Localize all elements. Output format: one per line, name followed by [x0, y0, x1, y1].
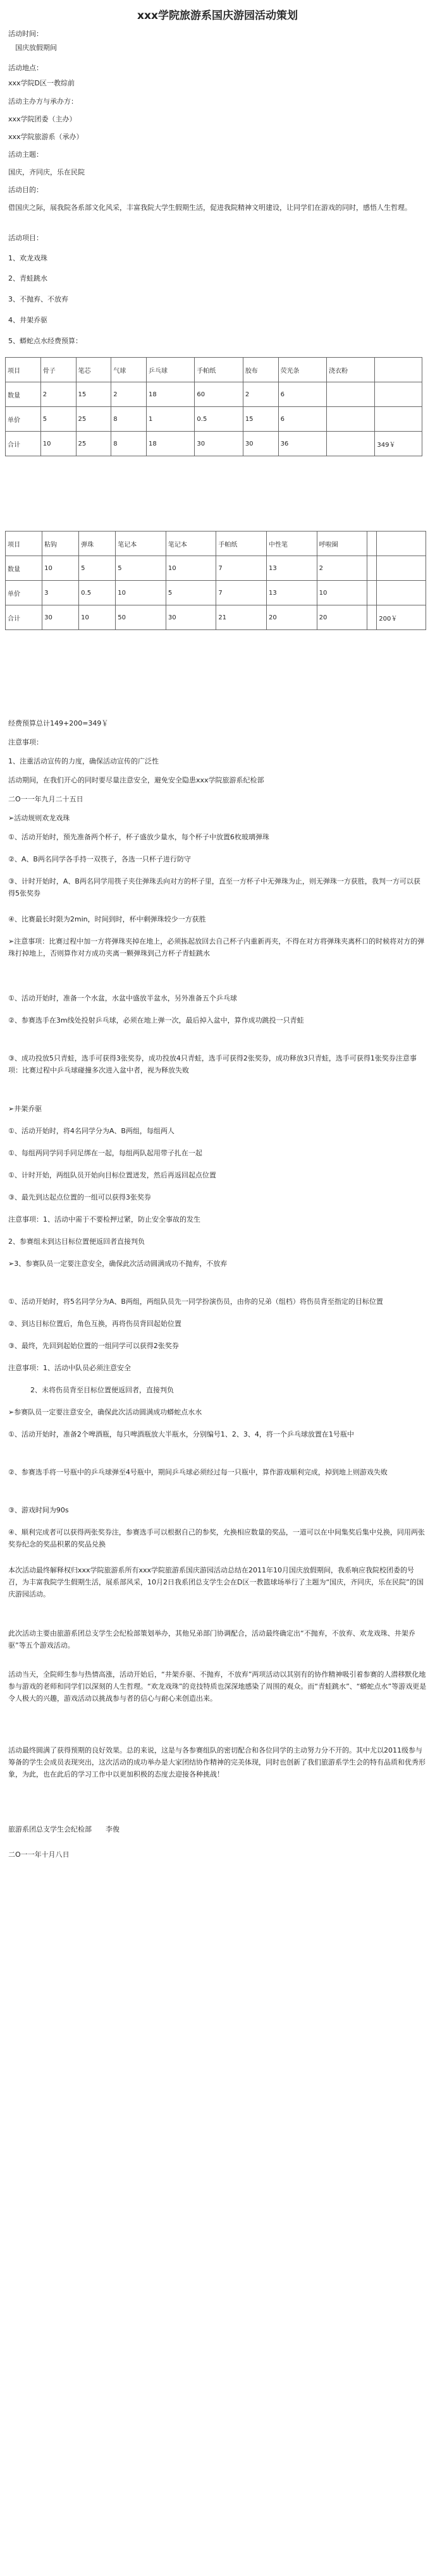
paragraph: 4、井架乔驱 — [8, 316, 47, 324]
paragraph: ①、活动开始时，将5名同学分为A、B两组，两组队员先一同学扮演伤员，由你的兄弟（组档）将伤员背至指定的目标位置 — [8, 1297, 383, 1306]
paragraph: 国庆，齐同庆，乐在民院 — [8, 168, 85, 176]
paragraph: 活动主办方与承办方： — [8, 97, 78, 106]
paragraph: ①、活动开始时，准备2个啤酒瓶，每只啤酒瓶放大半瓶水，分别编号1、2、3、4，将一个乒乓球放置在1号瓶中 — [8, 1430, 354, 1438]
table-cell: 乒乓球 — [147, 358, 195, 382]
table-cell: 呼啦圈 — [317, 532, 367, 556]
table-row — [6, 382, 422, 407]
paragraph: 本次活动最终解释权归xxx学院旅游系所有xxx学院旅游系国庆游园活动总结在2011年10月国庆放假期间，我系响应我院校团委的号召，为丰富我院学生假期生活，展系部风采，10月2日我系团总支学生会在D区一教篮球场举行了主题为“国庆，齐同庆，乐在民院”的国庆游园活动。 — [8, 1566, 424, 1598]
table-cell: 3 — [42, 581, 79, 605]
table-cell: 7 — [216, 581, 267, 605]
table-cell — [377, 581, 426, 605]
paragraph: 2、未将伤员背至目标位置便返回者，直接判负 — [30, 1386, 174, 1394]
paragraph: 国庆放假期间 — [15, 44, 57, 52]
paragraph: ①、活动开始时，准备一个水盆，水盆中盛放半盆水，另外准备五个乒乓球 — [8, 994, 237, 1002]
table-cell — [367, 581, 377, 605]
table-cell: 5 — [166, 581, 216, 605]
table-cell: 21 — [216, 605, 267, 630]
table-cell: 15 — [243, 407, 278, 432]
table-cell: 合计 — [6, 432, 41, 456]
table-cell: 5 — [79, 556, 116, 581]
paragraph: 2、参赛组未到达目标位置便返回者直接判负 — [8, 1237, 145, 1246]
table-cell: 笔记本 — [116, 532, 166, 556]
budget-table-2 — [5, 531, 426, 630]
table-cell: 5 — [116, 556, 166, 581]
table-cell: 13 — [267, 581, 317, 605]
table-row — [6, 432, 422, 456]
table-cell: 粘钩 — [42, 532, 79, 556]
paragraph: 活动项目： — [8, 234, 43, 242]
table-cell: 项目 — [6, 532, 42, 556]
table-cell: 2 — [40, 382, 76, 407]
table-cell — [375, 407, 422, 432]
table-cell: 单价 — [6, 581, 42, 605]
budget-table-1 — [5, 357, 422, 456]
paragraph: 1、注重活动宣传的力度，确保活动宣传的广泛性 — [8, 757, 159, 765]
table-cell: 笔记本 — [166, 532, 216, 556]
paragraph: ②、参赛选手将一号瓶中的乒乓球弹至4号瓶中，期间乒乓球必须经过每一只瓶中，算作游戏顺利完成，掉到地上则游戏失败 — [8, 1468, 388, 1476]
paragraph: 注意事项：1、活动中需于不要检押过紧，防止安全事故的发生 — [8, 1215, 200, 1224]
paragraph: ➢注意事项：比赛过程中加一方将弹珠夹掉在地上，必须拣起放回去自己杯子内重新再夹，不得在对方将弹珠夹离杯口的时候将对方的弹珠打掉地上，否则算作对方成功夹离一颗弹珠到己方杯子青蛙跳水 — [8, 937, 425, 957]
paragraph: ➢参赛队员一定要注意安全，确保此次活动圆满成功蟒蛇点水水 — [8, 1408, 202, 1416]
table-cell: 8 — [111, 432, 147, 456]
paragraph: 活动时间： — [8, 30, 43, 38]
table-cell: 单价 — [6, 407, 41, 432]
table-cell — [377, 556, 426, 581]
paragraph: 3、不抛弃、不放弃 — [8, 295, 68, 303]
paragraph: ②、到达目标位置后，角色互换，再将伤员背回起始位置 — [8, 1320, 181, 1328]
table-cell: 349￥ — [375, 432, 422, 456]
table-row — [6, 581, 426, 605]
table-header-row — [6, 358, 422, 382]
paragraph: ②、A、B两名同学各手持一双筷子，各选一只杯子进行防守 — [8, 855, 191, 863]
table-cell: 2 — [243, 382, 278, 407]
paragraph: ①、活动开始时，将4名同学分为A、B两组，每组两人 — [8, 1127, 175, 1135]
table-cell: 荧光条 — [278, 358, 326, 382]
table-cell: 200￥ — [377, 605, 426, 630]
table-cell: 5 — [40, 407, 76, 432]
table-cell: 6 — [278, 407, 326, 432]
table-cell: 30 — [42, 605, 79, 630]
table-cell: 25 — [76, 432, 111, 456]
paragraph: 活动期间，在我们开心的同时要尽量注意安全，避免安全隐患xxx学院旅游系纪检部 — [8, 776, 264, 784]
table-cell: 数量 — [6, 556, 42, 581]
table-cell: 项目 — [6, 358, 41, 382]
table-cell: 30 — [195, 432, 243, 456]
table-cell: 18 — [147, 432, 195, 456]
table-cell: 中性笔 — [267, 532, 317, 556]
paragraph: 借国庆之际，展我院各系部文化风采，丰富我院大学生假期生活，促进我院精神文明建设，让同学们在游戏的同时，感悟人生哲理。 — [8, 204, 412, 212]
table-cell: 10 — [116, 581, 166, 605]
paragraph: ③、游戏时间为90s — [8, 1506, 69, 1514]
table-row — [6, 605, 426, 630]
paragraph: 活动最终圆满了获得预期的良好效果。总的来说，这是与各参赛组队的密切配合和各位同学的主动努力分不开的。其中尤以2011级参与筹备的学生会成员表现突出，这次活动的成功举办是大家团结协作精神的完美体现，同时也创新了我们旅游系学生会的特有品质和优秀形象，为此，也在此后的学习工作中以更加积极的态度去迎接各种挑战！ — [8, 1746, 426, 1778]
table-cell: 18 — [147, 382, 195, 407]
table-cell — [367, 605, 377, 630]
table-cell: 30 — [166, 605, 216, 630]
paragraph: 活动地点： — [8, 64, 43, 72]
table-cell: 0.5 — [79, 581, 116, 605]
table-cell: 20 — [317, 605, 367, 630]
table-row — [6, 556, 426, 581]
table-cell: 2 — [317, 556, 367, 581]
paragraph: 旅游系团总支学生会纪检部 李俊 — [8, 1825, 119, 1833]
table-cell: 胶布 — [243, 358, 278, 382]
document-title: xxx学院旅游系国庆游园活动策划 — [137, 9, 298, 22]
table-cell: 20 — [267, 605, 317, 630]
table-header-row — [6, 532, 426, 556]
table-cell — [326, 382, 374, 407]
paragraph: 二O一一年九月二十五日 — [8, 795, 83, 803]
paragraph: 5、蟒蛇点水经费预算： — [8, 337, 82, 345]
table-cell: 手帕纸 — [195, 358, 243, 382]
paragraph: 经费预算总计149+200=349￥ — [8, 719, 109, 727]
table-cell — [367, 556, 377, 581]
table-cell: 手帕纸 — [216, 532, 267, 556]
table-cell: 6 — [278, 382, 326, 407]
table-cell: 10 — [42, 556, 79, 581]
table-cell: 13 — [267, 556, 317, 581]
paragraph: xxx学院D区一教综前 — [8, 79, 75, 87]
paragraph: xxx学院旅游系（承办） — [8, 133, 83, 141]
paragraph: 1、欢龙戏珠 — [8, 254, 47, 262]
paragraph: ③、计时开始时，A、B两名同学用筷子夹住弹珠丢向对方的杯子里，直至一方杯子中无弹珠为止，则无弹珠一方获胜，我判一方可以获得5张奖券 — [8, 877, 420, 897]
table-cell: 10 — [166, 556, 216, 581]
table-row — [6, 407, 422, 432]
table-cell: 1 — [147, 407, 195, 432]
paragraph: xxx学院团委（主办） — [8, 115, 77, 123]
table-cell: 笔芯 — [76, 358, 111, 382]
paragraph: 2、青蛙跳水 — [8, 274, 47, 283]
paragraph: ①、每组两同学同手同足绑在一起，每组两队起用带子扎在一起 — [8, 1149, 202, 1157]
table-cell: 7 — [216, 556, 267, 581]
table-cell: 30 — [243, 432, 278, 456]
paragraph: ➢井架乔驱 — [8, 1105, 42, 1113]
table-cell — [375, 358, 422, 382]
table-cell: 15 — [76, 382, 111, 407]
paragraph: ➢3、参赛队员一定要注意安全，确保此次活动圆满成功不抛弃，不放弃 — [8, 1260, 228, 1268]
table-cell — [326, 432, 374, 456]
table-cell: 骨子 — [40, 358, 76, 382]
paragraph: 活动目的： — [8, 186, 43, 194]
table-cell: 合计 — [6, 605, 42, 630]
table-cell: 50 — [116, 605, 166, 630]
paragraph: 此次活动主要由旅游系团总支学生会纪检部策划举办，其他兄弟部门协调配合，活动最终确定出“不抛弃，不放弃、欢龙戏珠、井架乔驱”等五个游戏活动。 — [8, 1629, 415, 1649]
table-cell: 数量 — [6, 382, 41, 407]
table-cell: 弹珠 — [79, 532, 116, 556]
table-cell: 0.5 — [195, 407, 243, 432]
paragraph: 二O一一年十月八日 — [8, 1850, 70, 1859]
table-cell — [367, 532, 377, 556]
table-cell: 10 — [79, 605, 116, 630]
table-cell: 25 — [76, 407, 111, 432]
paragraph: ③、最终，先回到起始位置的一组同学可以获得2张奖券 — [8, 1342, 179, 1350]
paragraph: ③、最先到达起点位置的一组可以获得3张奖券 — [8, 1193, 151, 1201]
paragraph: ①、活动开始时，预先准备两个杯子，杯子盛放少量水，每个杯子中放置6枚玻璃弹珠 — [8, 833, 269, 841]
table-cell — [377, 532, 426, 556]
table-cell: 2 — [111, 382, 147, 407]
table-cell: 36 — [278, 432, 326, 456]
table-cell: 60 — [195, 382, 243, 407]
paragraph: ③、成功投放5只青蛙，选手可获得3张奖券，成功投放4只青蛙，选手可获得2张奖券，成功释放3只青蛙，选手可获得1张奖券注意事项：比赛过程中乒乓球碰撞多次进入盆中者，视为释放失败 — [8, 1054, 417, 1074]
paragraph: 注意事项：1、活动中队员必须注意安全 — [8, 1364, 131, 1372]
paragraph: ④、比赛最长时限为2min，时间到时，杯中剩弹珠较少一方获胜 — [8, 915, 206, 923]
paragraph: ④、顺利完成者可以获得两张奖券注，参赛选手可以根据自己的参奖，允换相应数量的奖品，一道可以在中间集奖后集中兑换，同用两张奖券纪念的奖品积累的奖品兑换 — [8, 1528, 425, 1548]
paragraph: ①、计时开始，两组队员开始向目标位置迸发，然后再返回起点位置 — [8, 1171, 216, 1179]
table-cell: 8 — [111, 407, 147, 432]
table-cell — [375, 382, 422, 407]
paragraph: ②、参赛选手在3m线处投射乒乓球，必须在地上弹一次，最后掉入盆中，算作成功跳投一只青蛙 — [8, 1016, 304, 1024]
paragraph: 注意事项： — [8, 738, 43, 746]
paragraph: 活动主题： — [8, 150, 43, 159]
table-cell: 10 — [40, 432, 76, 456]
paragraph: 活动当天，全院师生参与热情高涨，活动开始后，“井架乔驱、不抛弃，不放弃”两项活动以其别有的协作精神吸引着参赛的人潜移默化地参与游戏的老师和同学们以深刻的人生哲理。“欢龙戏珠”的竞技特质也深深地感染了周围的观众。而“青蛙跳水”、“蟒蛇点水”等游戏更是令人极大的兴趣，游戏活动以挑战参与者的信心与耐心来创造出来。 — [8, 1670, 427, 1703]
table-cell: 浇衣粉 — [326, 358, 374, 382]
table-cell: 气球 — [111, 358, 147, 382]
paragraph: ➢活动规则欢龙戏珠 — [8, 814, 70, 822]
table-cell — [326, 407, 374, 432]
table-cell: 10 — [317, 581, 367, 605]
